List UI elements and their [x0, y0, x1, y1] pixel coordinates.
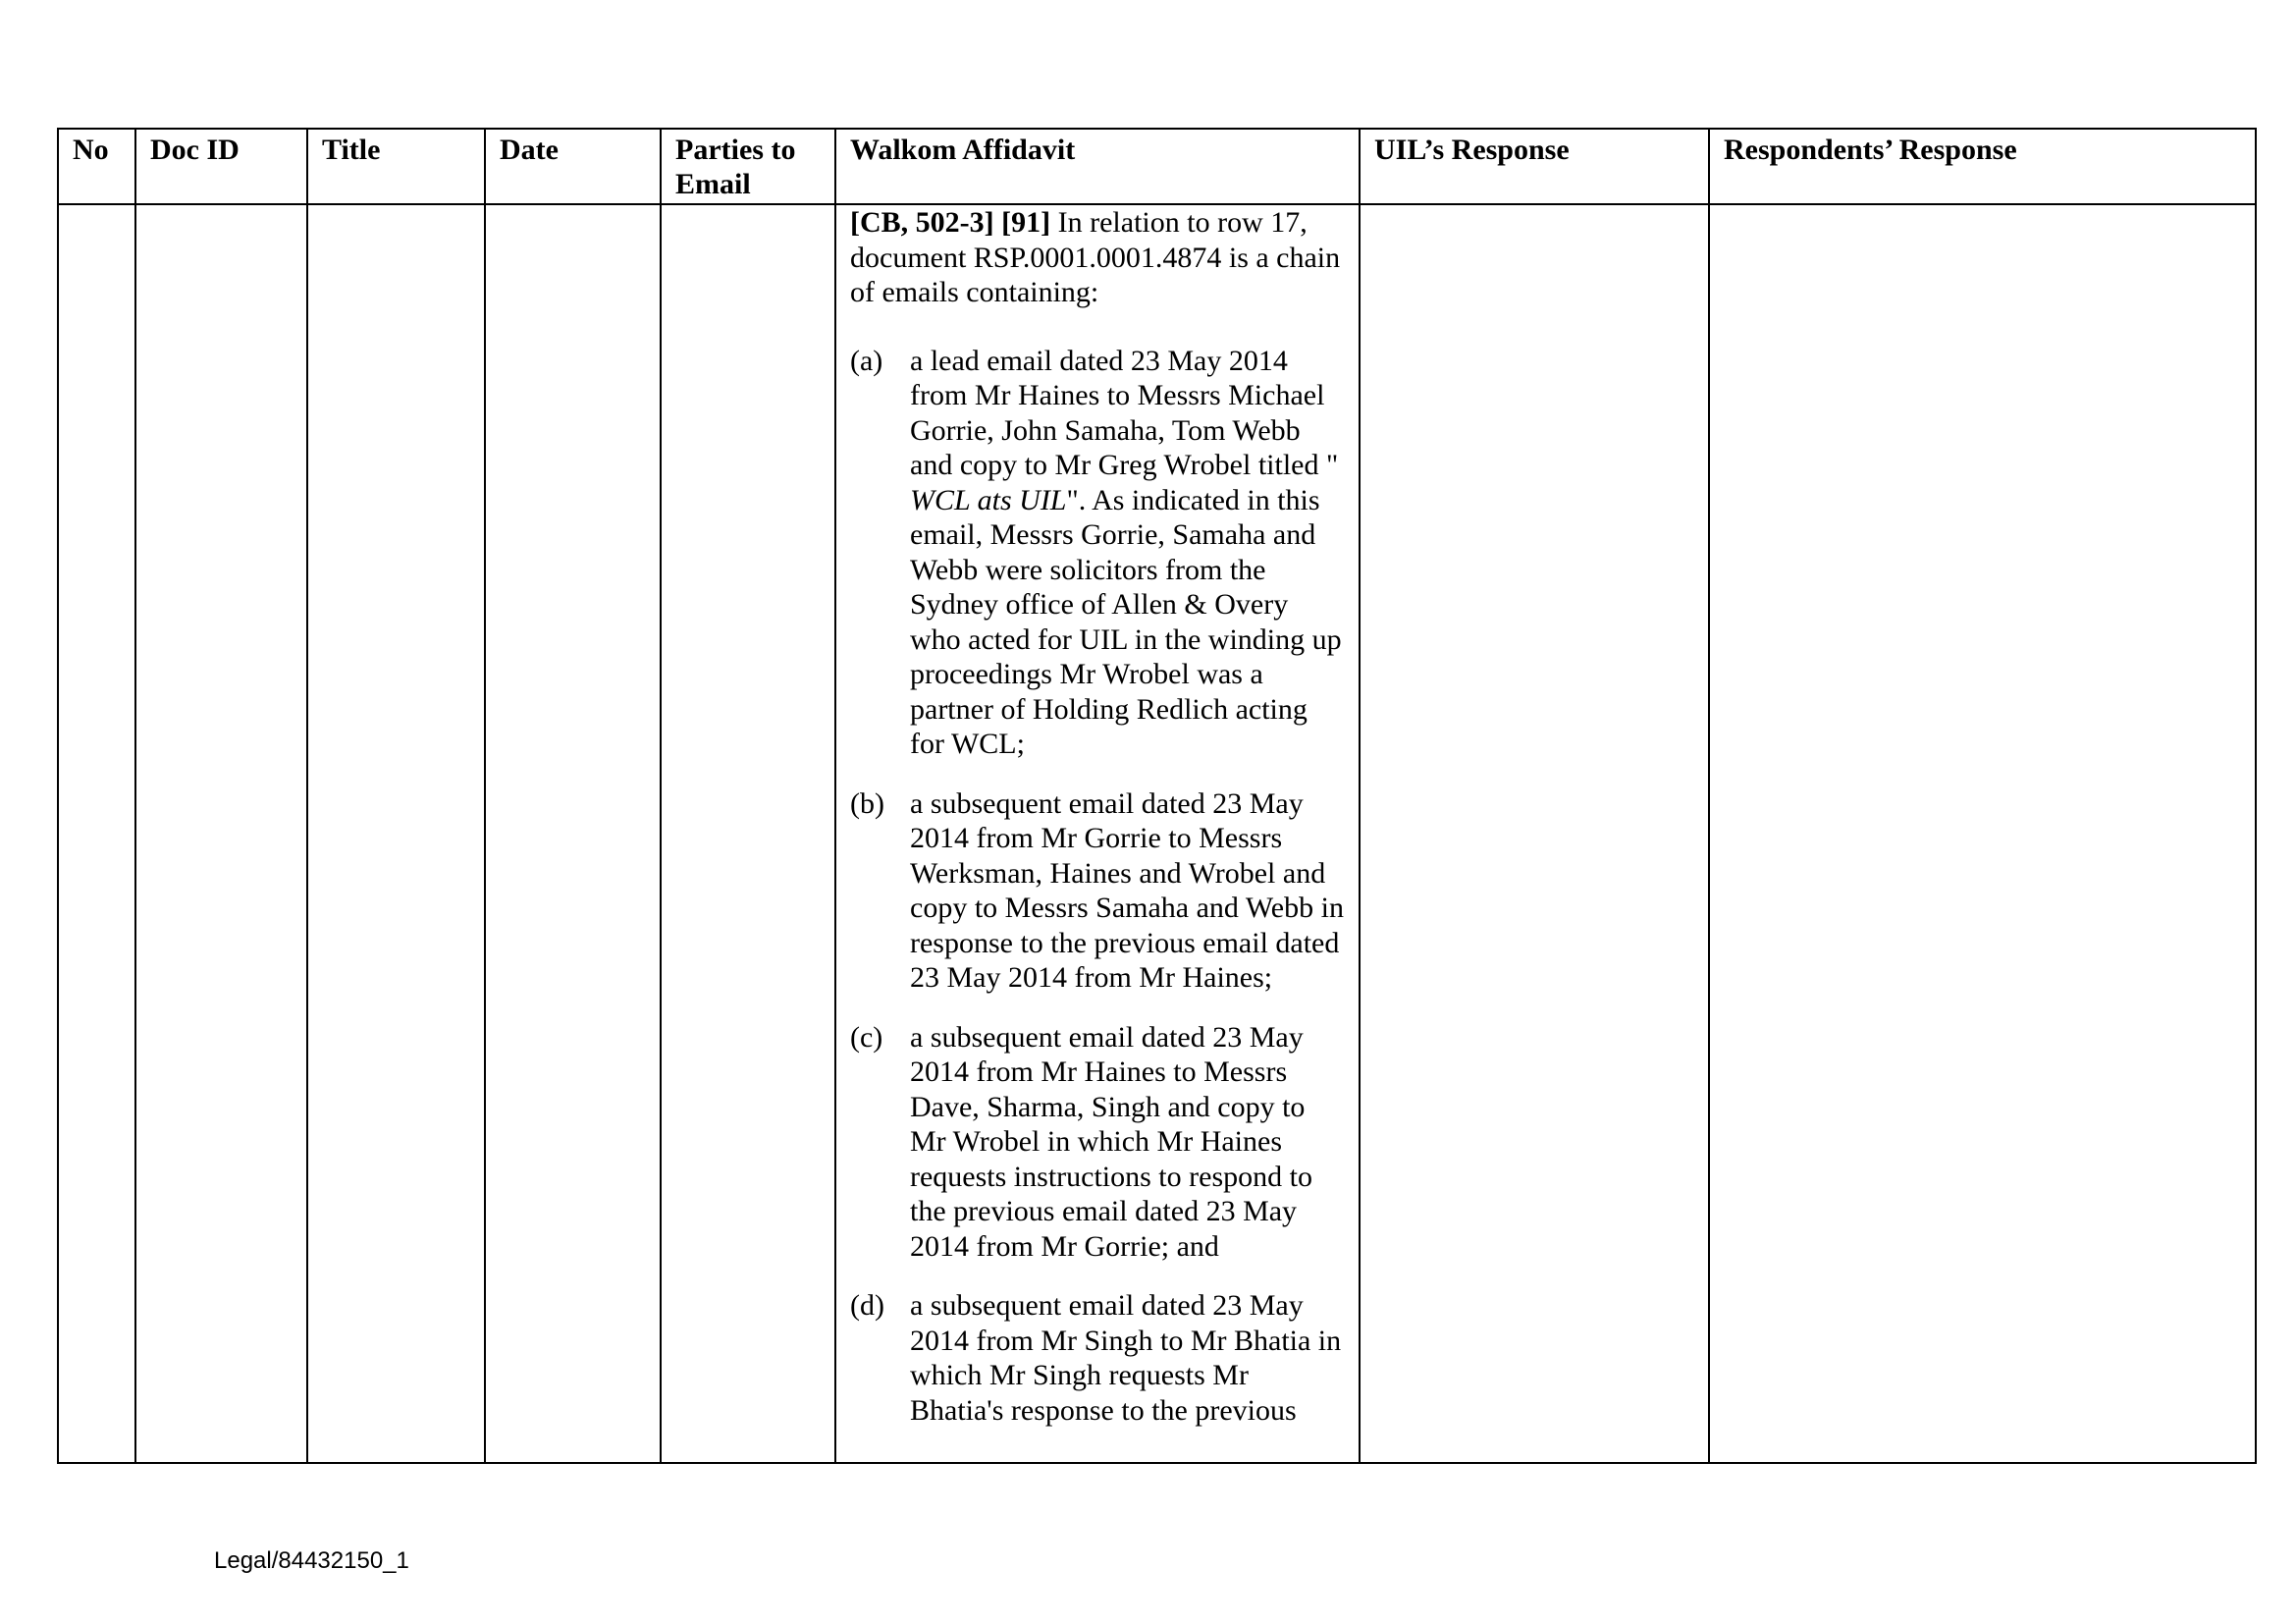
header-title: Title: [307, 129, 485, 204]
header-date: Date: [485, 129, 661, 204]
header-walkom-affidavit: Walkom Affidavit: [835, 129, 1360, 204]
footer-document-reference: Legal/84432150_1: [214, 1547, 409, 1574]
schedule-table: [57, 128, 2257, 1464]
email-title-italic: WCL ats UIL: [910, 483, 1067, 516]
affidavit-lead-text: In relation to row 17, document RSP.0001.0001.4874 is a chain of emails containing:: [850, 206, 1341, 308]
list-item-text-part: a subsequent email dated 23 May 2014 from Mr Gorrie to Messrs Werksman, Haines and Wrobel and copy to Messrs Samaha and Webb in response to the previous email dated 23 May 2014 from Mr Haines;: [910, 786, 1344, 994]
list-item-text-part: ". As indicated in this email, Messrs Gorrie, Samaha and Webb were solicitors from the Sydney office of Allen & Overy who acted for UIL in the winding up proceedings Mr Wrobel was a partner of Holding Redlich acting for WCL;: [910, 483, 1342, 760]
header-respondents-response: Respondents’ Response: [1709, 129, 2256, 204]
list-item-label: (c): [850, 1020, 883, 1054]
header-row: [58, 129, 2256, 204]
list-item-text-part: a subsequent email dated 23 May 2014 from Mr Singh to Mr Bhatia in which Mr Singh requests Mr Bhatia's response to the previous: [910, 1289, 1342, 1427]
email-chain-list: [850, 344, 1345, 1429]
header-no: No: [58, 129, 135, 204]
cell-parties: [661, 204, 835, 1463]
list-item-text: [910, 786, 1345, 996]
affidavit-content: [850, 205, 1345, 1454]
cell-date: [485, 204, 661, 1463]
list-item: [850, 786, 1345, 996]
list-item-text-part: a subsequent email dated 23 May 2014 from Mr Haines to Messrs Dave, Sharma, Singh and copy to Mr Wrobel in which Mr Haines requests instructions to respond to the previous email dated 23 May 2014 from Mr Gorrie; and: [910, 1020, 1312, 1263]
list-item: [850, 344, 1345, 762]
list-item-label: (a): [850, 344, 883, 377]
header-parties: Parties to Email: [661, 129, 835, 204]
cell-title: [307, 204, 485, 1463]
cell-respondents-response: [1709, 204, 2256, 1463]
cell-walkom-affidavit: [835, 204, 1360, 1463]
affidavit-lead-paragraph: [850, 205, 1345, 310]
list-item-label: (d): [850, 1289, 884, 1322]
list-item-text: [910, 1288, 1345, 1428]
list-item-text-part: a lead email dated 23 May 2014 from Mr Haines to Messrs Michael Gorrie, John Samaha, Tom Webb and copy to Mr Greg Wrobel titled ": [910, 344, 1339, 481]
table-row: [58, 204, 2256, 1463]
cell-doc-id: [135, 204, 307, 1463]
affidavit-reference: [CB, 502-3] [91]: [850, 206, 1051, 239]
cell-no: [58, 204, 135, 1463]
header-doc-id: Doc ID: [135, 129, 307, 204]
list-item: [850, 1020, 1345, 1265]
list-item-text: [910, 344, 1345, 762]
list-item: [850, 1288, 1345, 1428]
list-item-label: (b): [850, 786, 884, 820]
cell-uil-response: [1360, 204, 1709, 1463]
list-item-text: [910, 1020, 1345, 1265]
header-uil-response: UIL’s Response: [1360, 129, 1709, 204]
